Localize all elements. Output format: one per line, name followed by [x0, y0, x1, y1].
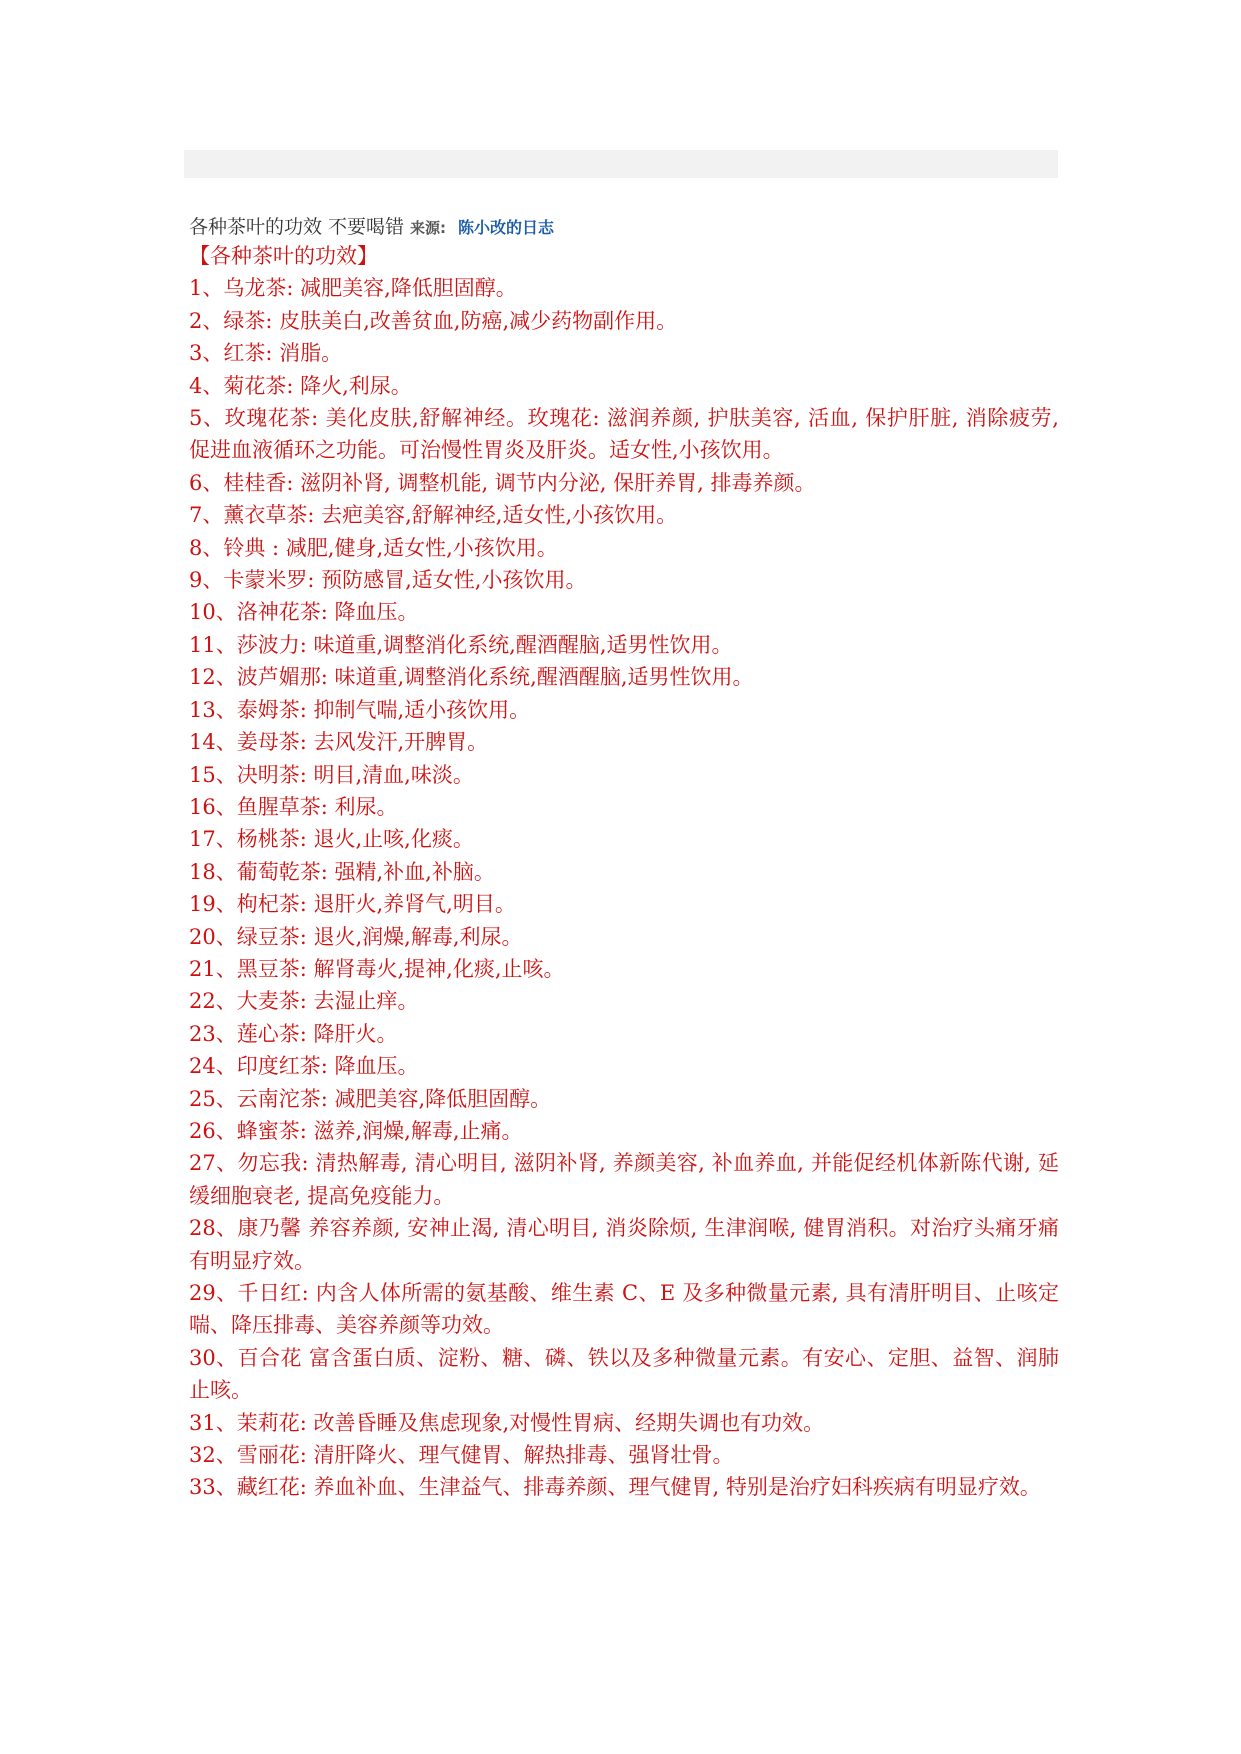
- list-item: 27、勿忘我: 清热解毒, 清心明目, 滋阴补肾, 养颜美容, 补血养血, 并能促经机体新陈代谢, 延缓细胞衰老, 提高免疫能力。: [189, 1151, 1059, 1208]
- list-item: 16、鱼腥草茶: 利尿。: [189, 794, 398, 819]
- list-item: 1、乌龙茶: 减肥美容,降低胆固醇。: [189, 276, 517, 301]
- source-label: 来源:: [410, 219, 447, 237]
- list-item: 8、铃典 : 减肥,健身,适女性,小孩饮用。: [189, 535, 558, 560]
- list-item: 24、印度红茶: 降血压。: [189, 1054, 419, 1079]
- list-item: 21、黑豆茶: 解肾毒火,提神,化痰,止咳。: [189, 956, 565, 981]
- list-item: 22、大麦茶: 去湿止痒。: [189, 989, 419, 1014]
- article-header: [189, 212, 554, 238]
- list-item: 4、菊花茶: 降火,利尿。: [189, 373, 412, 398]
- article-title: 各种茶叶的功效 不要喝错: [189, 216, 405, 238]
- list-item: 2、绿茶: 皮肤美白,改善贫血,防癌,减少药物副作用。: [189, 308, 678, 333]
- list-item: 20、绿豆茶: 退火,润燥,解毒,利尿。: [189, 924, 523, 949]
- list-item: 14、姜母茶: 去风发汗,开脾胃。: [189, 730, 489, 755]
- top-bar: [184, 150, 1058, 178]
- list-item: 5、玫瑰花茶: 美化皮肤,舒解神经。玫瑰花: 滋润养颜, 护肤美容, 活血, 保护肝脏, 消除疲劳, 促进血液循环之功能。可治慢性胃炎及肝炎。适女性,小孩饮用。: [189, 406, 1059, 463]
- list-item: 25、云南沱茶: 减肥美容,降低胆固醇。: [189, 1086, 552, 1111]
- list-item: 17、杨桃茶: 退火,止咳,化痰。: [189, 827, 474, 852]
- list-item: 18、葡萄乾茶: 强精,补血,补脑。: [189, 859, 495, 884]
- list-item: 33、藏红花: 养血补血、生津益气、排毒养颜、理气健胃, 特别是治疗妇科疾病有明显疗效。: [189, 1475, 1041, 1500]
- list-item: 10、洛神花茶: 降血压。: [189, 600, 419, 625]
- list-item: 15、决明茶: 明目,清血,味淡。: [189, 762, 474, 787]
- list-item: 9、卡蒙米罗: 预防感冒,适女性,小孩饮用。: [189, 568, 587, 593]
- list-item: 11、莎波力: 味道重,调整消化系统,醒酒醒脑,适男性饮用。: [189, 632, 733, 657]
- list-item: 23、莲心茶: 降肝火。: [189, 1021, 398, 1046]
- section-title: 【各种茶叶的功效】: [189, 244, 378, 268]
- list-item: 29、千日红: 内含人体所需的氨基酸、维生素 C、E 及多种微量元素, 具有清肝明目、止咳定喘、降压排毒、美容养颜等功效。: [189, 1281, 1059, 1338]
- list-item: 19、枸杞茶: 退肝火,养肾气,明目。: [189, 892, 516, 917]
- list-item: 28、康乃馨 养容养颜, 安神止渴, 清心明目, 消炎除烦, 生津润喉, 健胃消积。对治疗头痛牙痛有明显疗效。: [189, 1216, 1059, 1273]
- source-link[interactable]: 陈小改的日志: [458, 218, 555, 237]
- list-item: 7、薰衣草茶: 去疤美容,舒解神经,适女性,小孩饮用。: [189, 503, 678, 528]
- list-item: 12、波芦媚那: 味道重,调整消化系统,醒酒醒脑,适男性饮用。: [189, 665, 754, 690]
- list-item: 30、百合花 富含蛋白质、淀粉、糖、磷、铁以及多种微量元素。有安心、定胆、益智、润肺止咳。: [189, 1345, 1059, 1403]
- list-item: 6、桂桂香: 滋阴补肾, 调整机能, 调节内分泌, 保肝养胃, 排毒养颜。: [189, 470, 816, 495]
- article-body: [189, 240, 1059, 1504]
- list-item: 13、泰姆茶: 抑制气喘,适小孩饮用。: [189, 697, 531, 722]
- list-item: 32、雪丽花: 清肝降火、理气健胃、解热排毒、强肾壮骨。: [189, 1443, 734, 1468]
- list-item: 31、茉莉花: 改善昏睡及焦虑现象,对慢性胃病、经期失调也有功效。: [189, 1410, 825, 1435]
- list-item: 3、红茶: 消脂。: [189, 341, 343, 366]
- list-item: 26、蜂蜜茶: 滋养,润燥,解毒,止痛。: [189, 1118, 523, 1143]
